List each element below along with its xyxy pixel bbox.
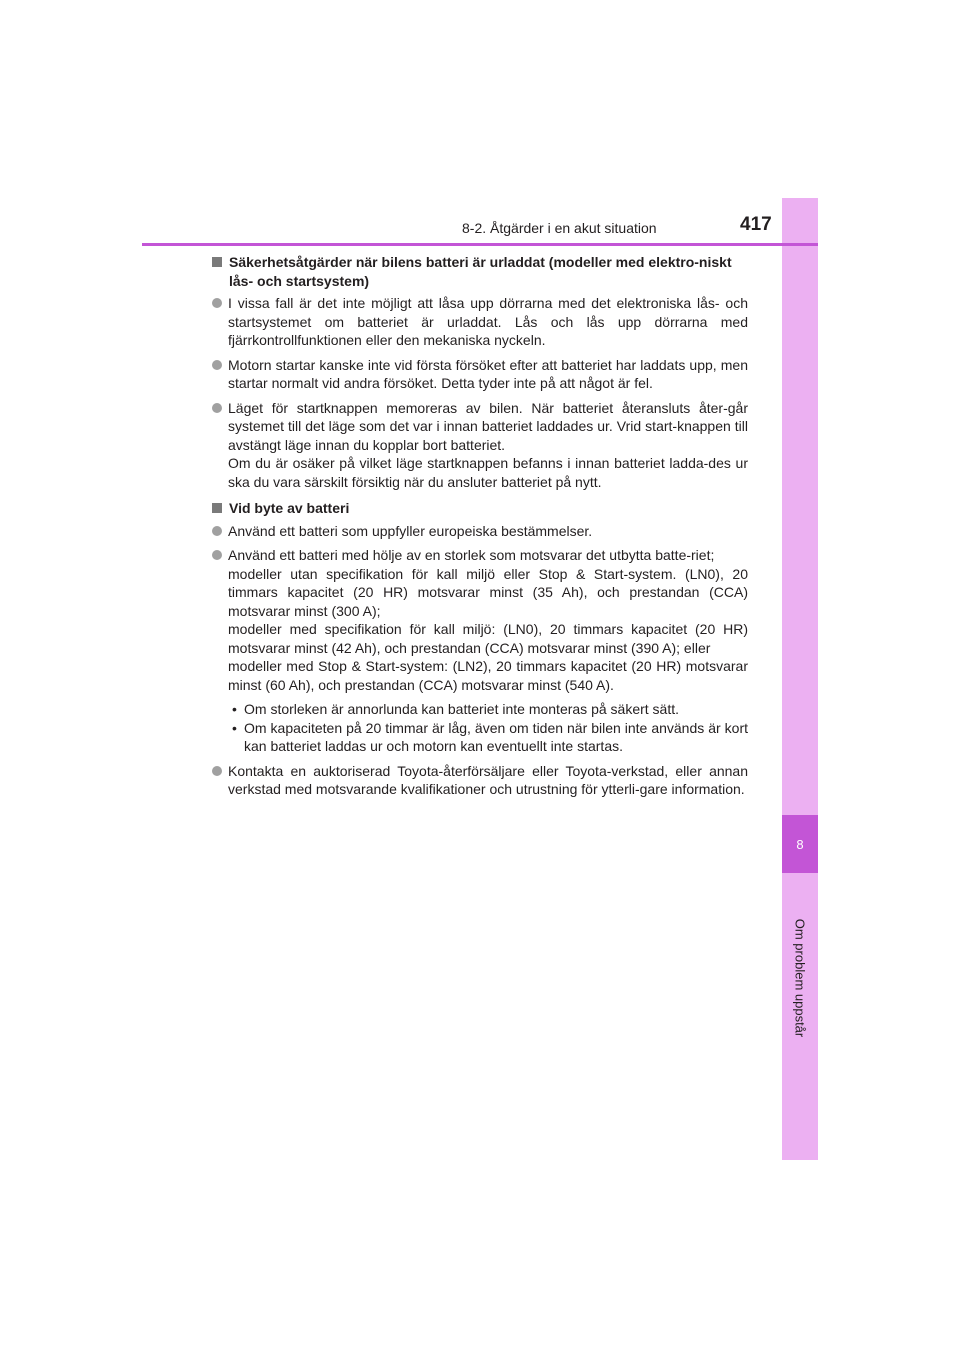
round-bullet-icon — [212, 550, 222, 560]
round-bullet-icon — [212, 298, 222, 308]
sub-list-item-text: Om kapaciteten på 20 timmar är låg, även om tiden när bilen inte används är kort kan batteriet laddas ur och motorn kan eventuellt inte startas. — [244, 719, 748, 754]
list-item-text: Kontakta en auktoriserad Toyota-återförsäljare eller Toyota-verkstad, eller annan verkstad med motsvarande kvalifikationer och utrustning för ytterli-gare information. — [228, 762, 748, 797]
sub-list — [212, 700, 748, 756]
list-item — [212, 762, 748, 799]
list-item — [212, 356, 748, 393]
list-item-text: modeller utan specifikation för kall miljö eller Stop & Start-system. (LN0), 20 timmars kapacitet (20 HR) motsvarar minst (35 Ah), och prestandan (CCA) motsvarar minst (300 A); — [228, 565, 748, 619]
sub-list-item-text: Om storleken är annorlunda kan batteriet inte monteras på säkert sätt. — [244, 701, 680, 717]
list-item — [212, 546, 748, 694]
page-content — [212, 253, 748, 799]
small-bullet-icon: • — [232, 719, 237, 736]
page-number: 417 — [740, 214, 772, 235]
round-bullet-icon — [212, 403, 222, 413]
list-item-text: I vissa fall är det inte möjligt att låsa upp dörrarna med det elektroniska lås- och startsystemet om batteriet är urladdat. Lås och lås upp dörrarna med fjärrkontrollfunktionen eller den mekaniska nyckeln. — [228, 295, 748, 348]
small-bullet-icon: • — [232, 701, 237, 717]
round-bullet-icon — [212, 360, 222, 370]
square-bullet-icon — [212, 503, 222, 513]
section-heading-text: Vid byte av batteri — [229, 500, 350, 516]
list-item — [212, 399, 748, 492]
chapter-number-badge — [782, 815, 818, 873]
section-heading — [212, 253, 748, 290]
list-item-text: Använd ett batteri som uppfyller europeiska bestämmelser. — [228, 522, 593, 539]
round-bullet-icon — [212, 526, 222, 536]
list-item-text: modeller med specifikation för kall miljö: (LN0), 20 timmars kapacitet (20 HR) motsvarar minst (42 Ah), och prestandan (CCA) motsvarar minst (390 A); eller — [228, 621, 748, 656]
sub-list-item — [228, 700, 748, 719]
section-heading-text: Säkerhetsåtgärder när bilens batteri är urladdat (modeller med elektro-niskt lås- och startsystem) — [229, 254, 732, 289]
chapter-number: 8 — [796, 836, 804, 852]
chapter-title: Om problem uppstår — [792, 918, 808, 1038]
section-heading — [212, 499, 748, 518]
list-item-text: Motorn startar kanske inte vid första försöket efter att batteriet har laddats upp, men startar normalt vid andra försöket. Detta tyder inte på att något är fel. — [228, 356, 748, 391]
section-title: 8-2. Åtgärder i en akut situation — [462, 220, 657, 236]
round-bullet-icon — [212, 766, 222, 776]
square-bullet-icon — [212, 257, 222, 267]
list-item — [212, 294, 748, 350]
header-rule — [142, 243, 818, 246]
list-item-text: Läget för startknappen memoreras av bilen. När batteriet återansluts åter-går systemet till det läge som det var i innan batteriet laddades ur. Vrid start-knappen till avstängt läge innan du kopplar bort batteriet. — [228, 399, 748, 453]
list-item-text: modeller med Stop & Start-system: (LN2), 20 timmars kapacitet (20 HR) motsvarar minst (60 Ah), och prestandan (CCA) motsvarar minst (540 A). — [228, 658, 748, 693]
list-item — [212, 522, 748, 541]
list-item-text: Använd ett batteri med hölje av en storlek som motsvarar det utbytta batte-riet; — [228, 547, 715, 563]
sub-list-item — [228, 719, 748, 756]
list-item-text-extra: Om du är osäker på vilket läge startknappen befanns i innan batteriet ladda-des ur ska du vara särskilt försiktig när du ansluter batteriet på nytt. — [228, 455, 748, 490]
